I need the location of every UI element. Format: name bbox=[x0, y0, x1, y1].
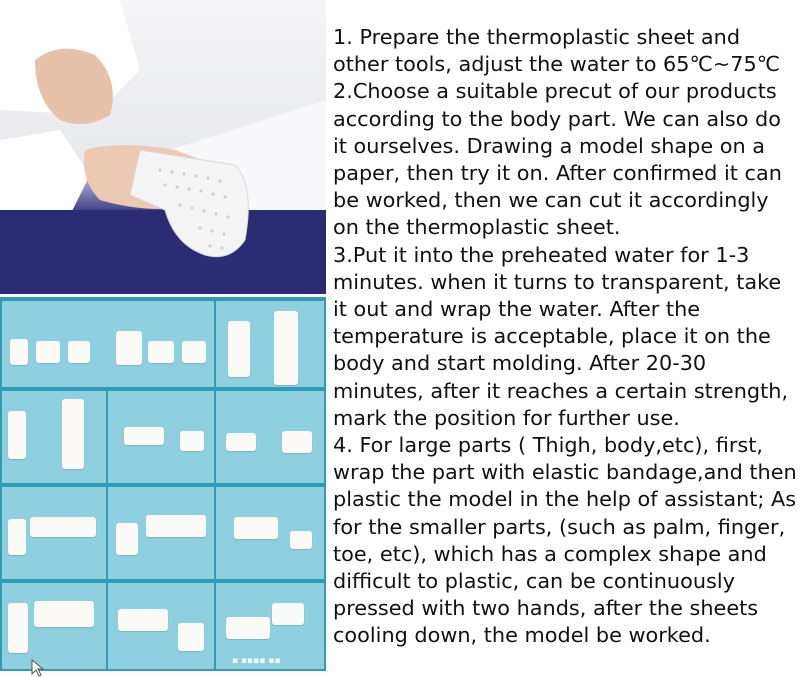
forearm-splint-cell bbox=[2, 487, 106, 579]
watermark: ▪ ▪▪▪▪ ▪▪ bbox=[232, 656, 281, 666]
hand-splint-molding-illustration bbox=[0, 0, 326, 294]
hand-splint-cell bbox=[216, 391, 324, 483]
splint-examples-grid bbox=[0, 297, 326, 671]
hand-splint-photo bbox=[0, 0, 326, 294]
instructions-text: 1. Prepare the thermoplastic sheet and other tools, adjust the water to 65℃~75℃ 2.Choose a suitable precut of our products according to the body part. We can also do it ourselves. Drawing a model shape on a paper, then try it on. After confirmed it can be worked, then we can cut it accordingly on the thermoplastic sheet. 3.Put it into the preheated water for 1-3 minutes. when it turns to transparent, take it out and wrap the water. After the temperature is acceptable, place it on the body and start molding. After 20-30 minutes, after it reaches a certain strength, mark the position for further use. 4. For large parts ( Thigh, body,etc), first, wrap the part with elastic bandage,and then plastic the model in the help of assistant; As for the smaller parts, (such as palm, finger, toe, etc), which has a complex shape and difficult to plastic, can be continuously pressed with two hands, after the sheets cooling down, the model be worked. bbox=[333, 25, 797, 648]
precut-shapes-cell bbox=[2, 301, 214, 387]
hand-cast-cell bbox=[108, 583, 214, 669]
wrist-splint-cell bbox=[108, 391, 214, 483]
finger-splint-cell bbox=[2, 583, 106, 669]
palm-splint-cell bbox=[108, 487, 214, 579]
mouse-cursor-icon bbox=[31, 659, 45, 677]
arm-splint-cell bbox=[216, 301, 324, 387]
leg-splint-cell bbox=[2, 391, 106, 483]
thumb-splint-cell bbox=[216, 487, 324, 579]
